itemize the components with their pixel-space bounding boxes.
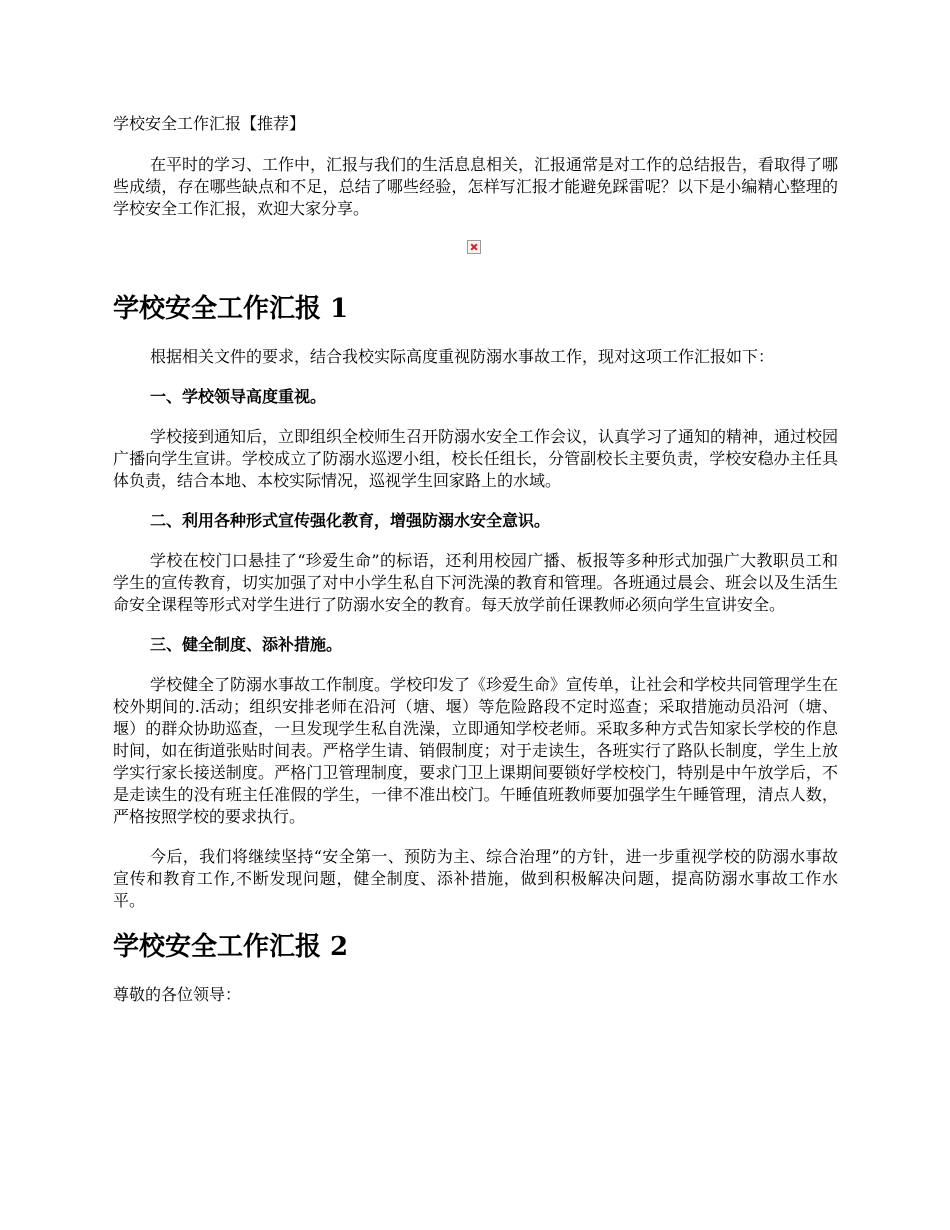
subheading-measures: 三、健全制度、添补措施。	[150, 635, 343, 654]
broken-image-icon	[467, 240, 481, 254]
paragraph-publicity: 学校在校门口悬挂了“珍爱生命”的标语，还利用校园广播、板报等多种形式加强广大教职员工和学生的宣传教育，切实加强了对中小学生私自下河洗澡的教育和管理。各班通过晨会、班会以及生活生命安全课程等形式对学生进行了防溺水安全的教育。每天放学前任课教师必须向学生宣讲安全。	[113, 551, 838, 614]
image-placeholder	[113, 238, 838, 262]
paragraph-conclusion: 今后，我们将继续坚持“安全第一、预防为主、综合治理”的方针，进一步重视学校的防溺水事故宣传和教育工作,不断发现问题，健全制度、添补措施，做到积极解决问题，提高防溺水事故工作水平。	[113, 847, 838, 910]
section-1-intro-paragraph: 根据相关文件的要求，结合我校实际高度重视防溺水事故工作，现对这项工作汇报如下：	[150, 347, 775, 366]
section-2-heading: 学校安全工作汇报 2	[113, 932, 349, 962]
intro-paragraph: 在平时的学习、工作中，汇报与我们的生活息息相关，汇报通常是对工作的总结报告，看取得了哪些成绩，存在哪些缺点和不足，总结了哪些经验，怎样写汇报才能避免踩雷呢？以下是小编精心整理的学校安全工作汇报，欢迎大家分享。	[113, 155, 839, 218]
subheading-publicity: 二、利用各种形式宣传强化教育，增强防溺水安全意识。	[150, 511, 551, 530]
subheading-leadership: 一、学校领导高度重视。	[150, 387, 327, 406]
section-1-heading: 学校安全工作汇报 1	[113, 294, 349, 324]
document-title: 学校安全工作汇报【推荐】	[113, 114, 306, 133]
paragraph-measures: 学校健全了防溺水事故工作制度。学校印发了《珍爱生命》宣传单，让社会和学校共同管理学生在校外期间的.活动；组织安排老师在沿河（塘、堰）等危险路段不定时巡查；采取措施动员沿河（塘、堰）的群众协助巡查，一旦发现学生私自洗澡，立即通知学校老师。采取多种方式告知家长学校的作息时间，如在街道张贴时间表。严格学生请、销假制度；对于走读生，各班实行了路队长制度，学生上放学实行家长接送制度。严格门卫管理制度，要求门卫上课期间要锁好学校校门，特别是中午放学后，不是走读生的没有班主任准假的学生，一律不准出校门。午睡值班教师要加强学生午睡管理，清点人数，严格按照学校的要求执行。	[113, 675, 839, 826]
paragraph-leadership: 学校接到通知后，立即组织全校师生召开防溺水安全工作会议，认真学习了通知的精神，通过校园广播向学生宣讲。学校成立了防溺水巡逻小组，校长任组长，分管副校长主要负责，学校安稳办主任具体负责，结合本地、本校实际情况，巡视学生回家路上的水域。	[113, 427, 839, 490]
salutation-text: 尊敬的各位领导：	[113, 985, 242, 1004]
